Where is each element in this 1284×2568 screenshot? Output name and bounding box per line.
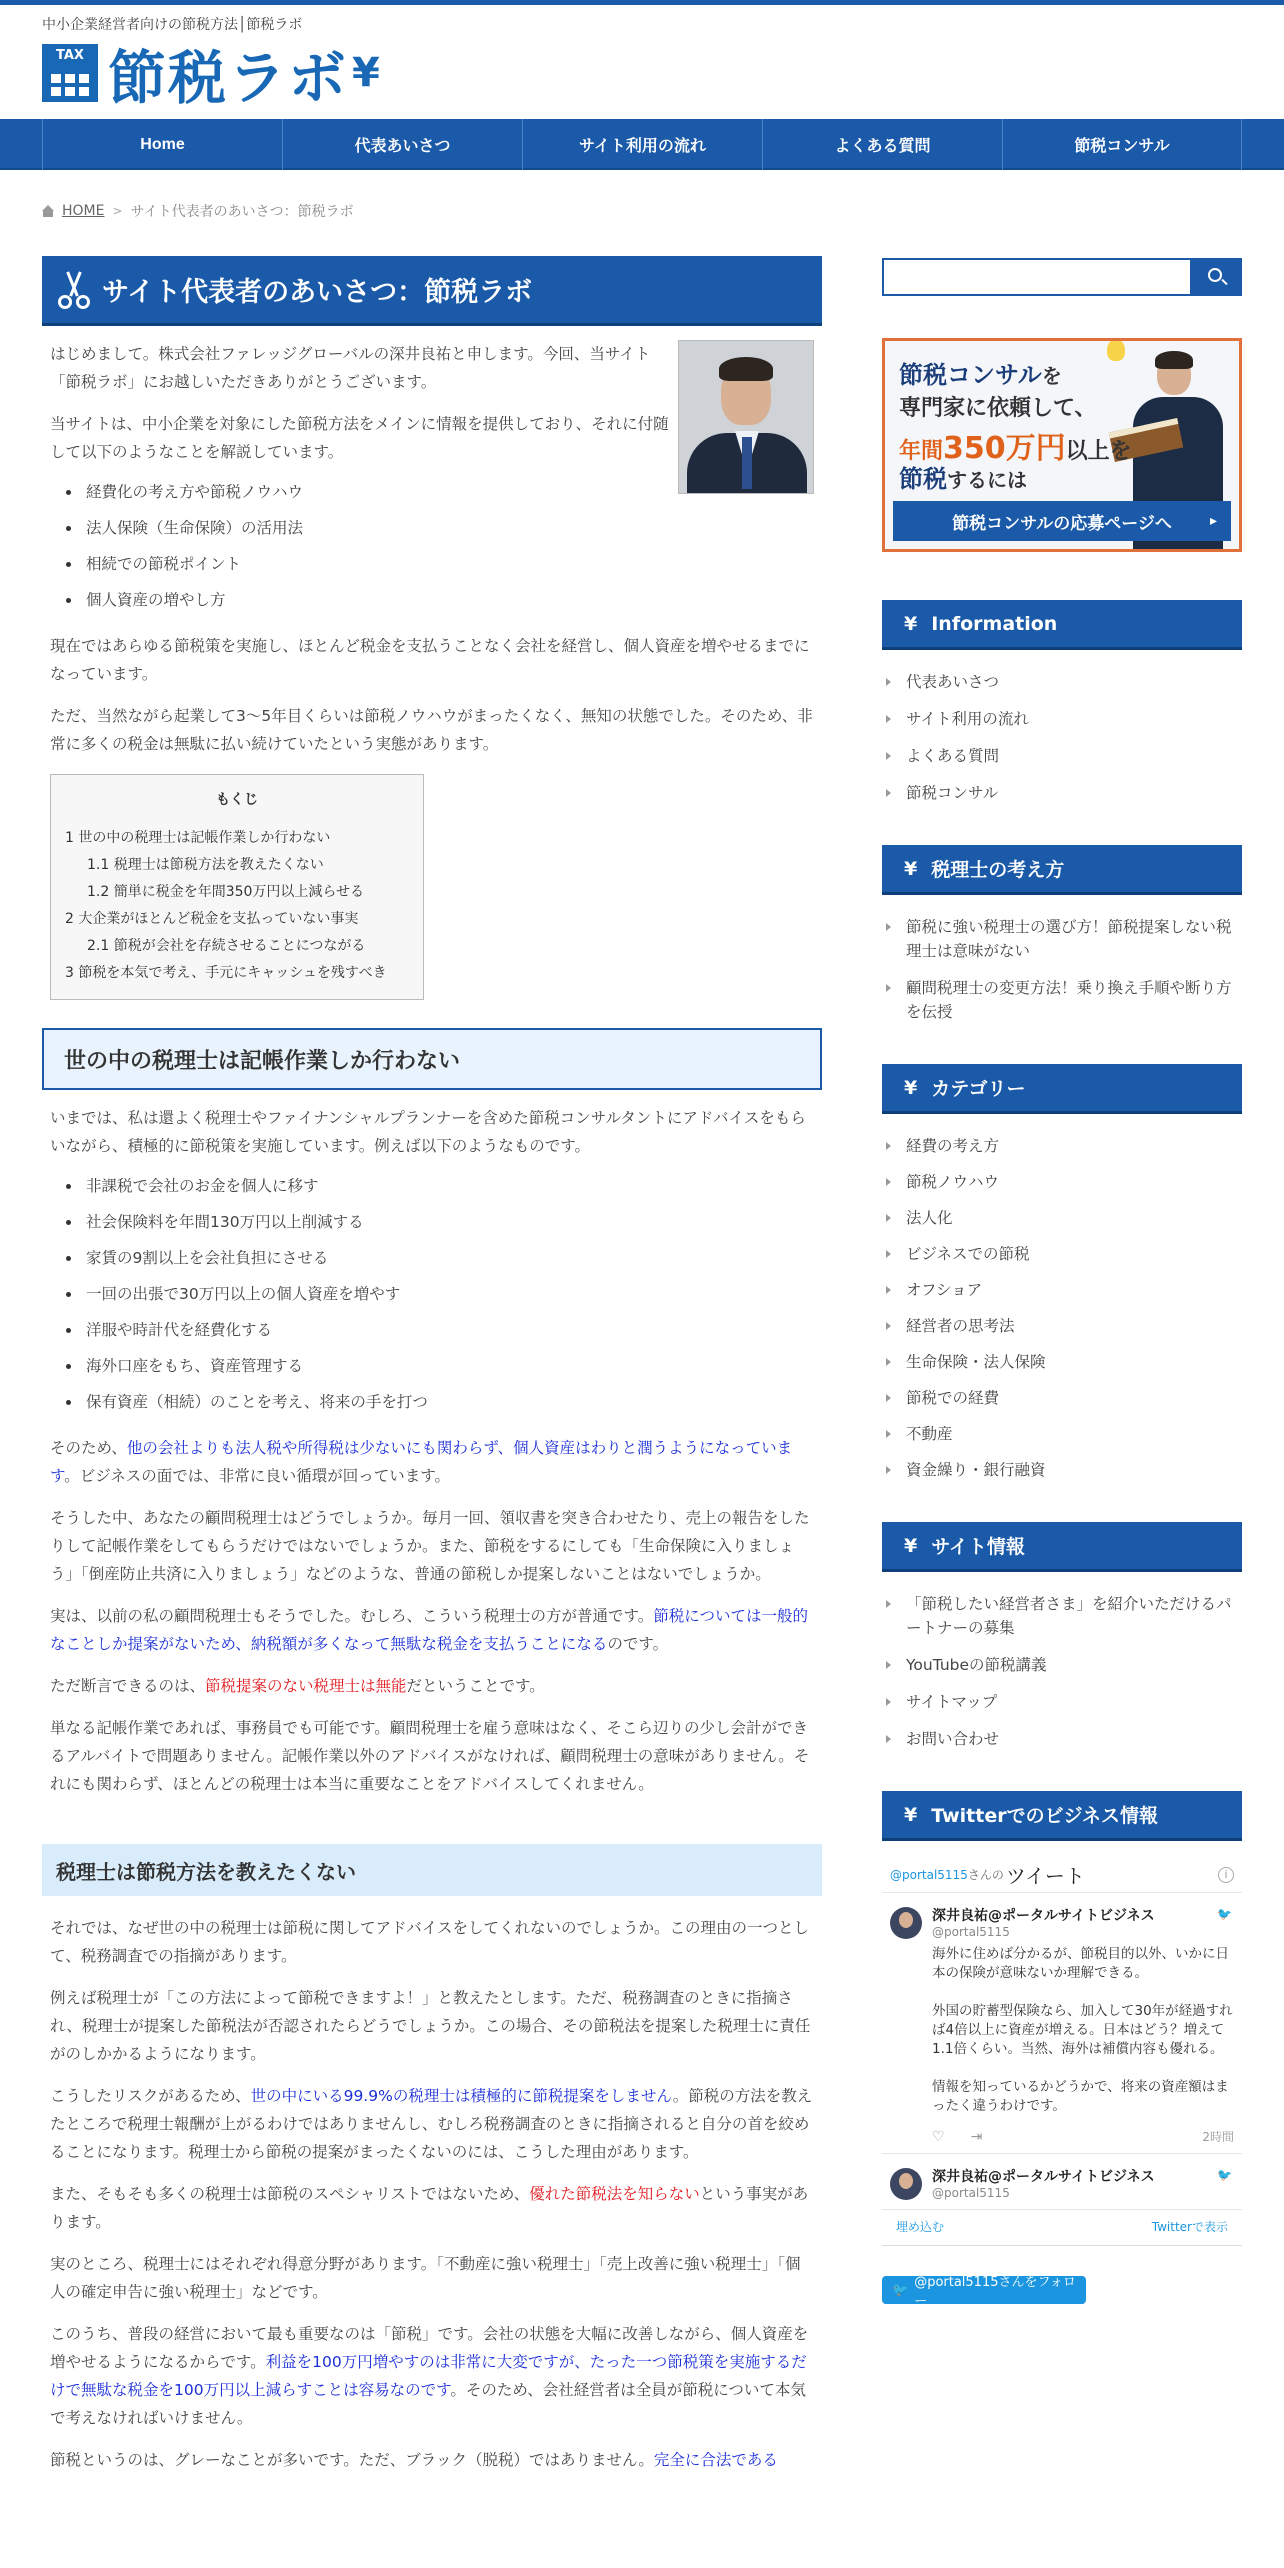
list-item: • 家賃の9割以上を会社負担にさせる [82, 1240, 822, 1276]
paragraph: このうち、普段の経営において最も重要なのは「節税」です。会社の状態を大幅に改善しながら、個人資産を増やせるようになるからです。利益を100万円増やすのは非常に大変ですが、たった一つ節税策を実施するだけで無駄な税金を100万円以上減らすことは容易なのです。そのため、会社経営者は全員が節税について本気で考えなければいけません。 [50, 2325, 809, 2427]
nav-site-flow[interactable]: サイト利用の流れ [522, 119, 762, 170]
intro-paragraph-1: はじめまして。株式会社ファレッジグローバルの深井良祐と申します。今回、当サイト「節税ラボ」にお越しいただきありがとうございます。 [50, 345, 651, 391]
intro-section [42, 340, 822, 618]
banner-line-1: 節税コンサルを [899, 361, 1062, 389]
paragraph: また、そもそも多くの税理士は節税のスペシャリストではないため、優れた節税法を知らないという事実があります。 [50, 2185, 809, 2231]
tax-advisor-list [882, 915, 1242, 1024]
timeline-label: ツイート [1005, 1864, 1085, 1888]
information-list [882, 670, 1242, 805]
share-icon[interactable]: ⇥ [970, 2128, 983, 2145]
paragraph: そうした中、あなたの顧問税理士はどうでしょうか。毎月一回、領収書を突き合わせたり、売上の報告をしたりして記帳作業をしてもらうだけではないでしょうか。また、節税をするにしても「生命保険に入りましょう」「倒産防止共済に入りましょう」などのような、普通の節税しか提案しないことはないでしょうか。 [50, 1509, 810, 1583]
heart-icon[interactable]: ♡ [932, 2128, 945, 2145]
yen-icon: ¥ [904, 857, 918, 880]
section-heading: 世の中の税理士は記帳作業しか行わない [42, 1028, 822, 1090]
building-icon [42, 44, 98, 102]
widget-title-information: ¥ Information [882, 600, 1242, 650]
search-icon [1208, 268, 1222, 282]
twitter-bird-icon: 🐦 [892, 2282, 909, 2298]
logo-text: 節税ラボ [108, 44, 349, 112]
toc-link[interactable]: 2 大企業がほとんど税金を支払っていない事実 [65, 911, 359, 927]
paragraph: そのため、他の会社よりも法人税や所得税は少ないにも関わらず、個人資産はわりと潤うようになっています。ビジネスの面では、非常に良い循環が回っています。 [50, 1439, 793, 1485]
sidebar [882, 258, 1242, 2309]
category-list [882, 1134, 1242, 1482]
info-icon[interactable]: i [1218, 1867, 1234, 1883]
yen-icon: ¥ [904, 612, 918, 635]
paragraph: 現在ではあらゆる節税策を実施し、ほとんど税金を支払うことなく会社を経営し、個人資産を増やせるまでになっています。 [50, 637, 810, 683]
list-item: • 法人保険（生命保険）の活用法 [82, 510, 822, 546]
twitter-bird-icon: 🐦 [1217, 1907, 1232, 1921]
toc-link[interactable]: 1.2 簡単に税金を年間350万円以上減らせる [87, 884, 365, 900]
banner-line-2: 専門家に依頼して、 [899, 396, 1097, 421]
site-logo[interactable] [42, 38, 380, 112]
emphasis-text: 節税提案のない税理士は無能 [205, 1677, 407, 1695]
widget-title-site-info: ¥ サイト情報 [882, 1522, 1242, 1572]
subsection-heading: 税理士は節税方法を教えたくない [42, 1844, 822, 1896]
sidebar-link[interactable]: お問い合わせ [882, 1727, 1242, 1751]
table-of-contents [50, 774, 424, 1000]
sidebar-link[interactable]: 経費の考え方 [882, 1134, 1242, 1158]
nav-home[interactable]: Home [42, 119, 282, 170]
banner-line-4: 節税するには [899, 465, 1027, 493]
breadcrumb-home-link[interactable]: HOME [62, 203, 105, 219]
tweet-author-handle[interactable]: @portal5115 [932, 2186, 1010, 2200]
consulting-banner[interactable] [882, 338, 1242, 552]
toc-link[interactable]: 3 節税を本気で考え、手元にキャッシュを残すべき [65, 965, 387, 981]
paragraph: ただ、当然ながら起業して3～5年目くらいは節税ノウハウがまったくなく、無知の状態でした。そのため、非常に多くの税金は無駄に払い続けていたという実態があります。 [50, 707, 813, 753]
breadcrumb-current: サイト代表者のあいさつ：節税ラボ [130, 204, 354, 220]
page-title [42, 256, 822, 326]
sidebar-link[interactable]: 節税ノウハウ [882, 1170, 1242, 1194]
tweet-author-name[interactable]: 深井良祐@ポータルサイトビジネス [932, 1908, 1155, 1924]
list-item: • 洋服や時計代を経費化する [82, 1312, 822, 1348]
tweet[interactable] [882, 2154, 1242, 2210]
view-on-twitter-link[interactable]: Twitterで表示 [1151, 2220, 1228, 2234]
avatar[interactable] [890, 1907, 922, 1939]
list-item: • 個人資産の増やし方 [82, 582, 822, 618]
twitter-timeline [882, 1863, 1242, 2246]
sidebar-link[interactable]: 節税での経費 [882, 1386, 1242, 1410]
timeline-handle[interactable]: @portal5115 [890, 1867, 968, 1882]
yen-icon: ¥ [904, 1076, 918, 1099]
search-button[interactable] [1190, 258, 1242, 296]
nav-faq[interactable]: よくある質問 [762, 119, 1002, 170]
timeline-footer [882, 2210, 1242, 2235]
topic-list [82, 474, 822, 618]
list-item: • 非課税で会社のお金を個人に移す [82, 1168, 822, 1204]
widget-title-twitter: ¥ Twitterでのビジネス情報 [882, 1791, 1242, 1841]
header-top-stripe [0, 0, 1284, 5]
paragraph: 実は、以前の私の顧問税理士もそうでした。むしろ、こういう税理士の方が普通です。節税については一般的なことしか提案がないため、納税額が多くなって無駄な税金を支払うことになるのです。 [50, 1607, 808, 1653]
paragraph: それでは、なぜ世の中の税理士は節税に関してアドバイスをしてくれないのでしょうか。この理由の一つとして、税務調査での指摘があります。 [50, 1919, 810, 1965]
yen-icon: ¥ [904, 1534, 918, 1557]
sidebar-link[interactable]: YouTubeの節税講義 [882, 1653, 1242, 1677]
sidebar-link[interactable]: ビジネスでの節税 [882, 1242, 1242, 1266]
sidebar-link[interactable]: サイト利用の流れ [882, 707, 1242, 731]
toc-link[interactable]: 1 世の中の税理士は記帳作業しか行わない [65, 830, 331, 846]
scissors-icon [56, 271, 92, 309]
emphasis-text: 優れた節税法を知らない [529, 2185, 700, 2203]
sidebar-link[interactable]: 資金繰り・銀行融資 [882, 1458, 1242, 1482]
toc-link[interactable]: 2.1 節税が会社を存続させることにつながる [87, 938, 366, 954]
sidebar-link[interactable]: 生命保険・法人保険 [882, 1350, 1242, 1374]
highlight-text: 世の中にいる99.9%の税理士は積極的に節税提案をしません [250, 2087, 673, 2105]
toc-link[interactable]: 1.1 税理士は節税方法を教えたくない [87, 857, 324, 873]
tweet-actions [932, 2128, 1234, 2145]
list-item: • 社会保険料を年間130万円以上削減する [82, 1204, 822, 1240]
widget-title-tax-advisor: ¥ 税理士の考え方 [882, 845, 1242, 895]
paragraph: 例えば税理士が「この方法によって節税できますよ！」と教えたとします。ただ、税務調査のときに指摘され、税理士が提案した節税法が否認されたらどうでしょうか。この場合、その節税法を提案した税理士に責任がのしかかるようになります。 [50, 1989, 811, 2063]
list-item: • 経費化の考え方や節税ノウハウ [82, 474, 822, 510]
sidebar-link[interactable]: よくある質問 [882, 744, 1242, 768]
paragraph: いまでは、私は還よく税理士やファイナンシャルプランナーを含めた節税コンサルタントにアドバイスをもらいながら、積極的に節税策を実施しています。例えば以下のようなものです。 [50, 1109, 806, 1155]
sidebar-link[interactable]: 節税コンサル [882, 781, 1242, 805]
sidebar-link[interactable]: サイトマップ [882, 1690, 1242, 1714]
site-tagline: 中小企業経営者向けの節税方法│節税ラボ [42, 17, 303, 33]
tweet-author-name[interactable]: 深井良祐@ポータルサイトビジネス [932, 2169, 1155, 2185]
sidebar-link[interactable]: 「節税したい経営者さま」を紹介いただけるパートナーの募集 [882, 1592, 1242, 1640]
toc-title: もくじ [216, 792, 258, 808]
sidebar-link[interactable]: オフショア [882, 1278, 1242, 1302]
sidebar-link[interactable]: 法人化 [882, 1206, 1242, 1230]
list-item: • 相続での節税ポイント [82, 546, 822, 582]
list-item: • 一回の出張で30万円以上の個人資産を増やす [82, 1276, 822, 1312]
twitter-bird-icon: 🐦 [1217, 2168, 1232, 2182]
sidebar-link[interactable]: 不動産 [882, 1422, 1242, 1446]
highlight-text: 節税については一般的なことしか提案がないため、納税額が多くなって無駄な税金を支払うことになる [50, 1607, 808, 1653]
site-info-list [882, 1592, 1242, 1751]
paragraph: 単なる記帳作業であれば、事務員でも可能です。顧問税理士を雇う意味はなく、そこら辺りの少し会計ができるアルバイトで問題ありません。記帳作業以外のアドバイスがなければ、顧問税理士の意味がありません。それにも関わらず、ほとんどの税理士は本当に重要なことをアドバイスしてくれません。 [50, 1719, 810, 1793]
list-item: • 保有資産（相続）のことを考え、将来の手を打つ [82, 1384, 822, 1420]
highlight-text: 完全に合法である [653, 2451, 778, 2469]
paragraph: こうしたリスクがあるため、世の中にいる99.9%の税理士は積極的に節税提案をしません。節税の方法を教えたところで税理士報酬が上がるわけではありませんし、むしろ税務調査のときに指摘されると自分の首を絞めることになります。税理士から節税の提案がまったくないのには、こうした理由があります。 [50, 2087, 813, 2161]
sidebar-link[interactable]: 節税に強い税理士の選び方！節税提案しない税理士は意味がない [882, 915, 1242, 963]
paragraph: ただ断言できるのは、節税提案のない税理士は無能だということです。 [50, 1677, 545, 1695]
page-title-text: サイト代表者のあいさつ：節税ラボ [102, 277, 533, 308]
measure-list [82, 1168, 822, 1420]
avatar[interactable] [890, 2168, 922, 2200]
paragraph: 実のところ、税理士にはそれぞれ得意分野があります。「不動産に強い税理士」「売上改善に強い税理士」「個人の確定申告に強い税理士」などです。 [50, 2255, 801, 2301]
tweet[interactable] [882, 1893, 1242, 2154]
logo-badge-text: TAX [56, 48, 84, 63]
global-nav [0, 119, 1284, 170]
sidebar-link[interactable]: 経営者の思考法 [882, 1314, 1242, 1338]
tweet-text: 海外に住めば分かるが、節税目的以外、いかに日本の保険が意味ないか理解できる。 外国の貯蓄型保険なら、加入して30年が経過すれば4倍以上に資産が増える。日本はどう？増えて1.1倍くらい。当然、海外は補償内容も優れる。 情報を知っているかどうかで、将来の資産額はまったく違うわけです。 [932, 1946, 1233, 2114]
banner-line-3: 年間350万円以上を [899, 431, 1132, 466]
search-input[interactable] [882, 258, 1190, 296]
consulting-apply-button[interactable]: 節税コンサルの応募ページへ ▸ [893, 501, 1231, 541]
paragraph: 節税というのは、グレーなことが多いです。ただ、ブラック（脱税）ではありません。完全に合法である [50, 2451, 778, 2469]
breadcrumb [42, 201, 354, 221]
tweet-timestamp[interactable]: 2時間 [1202, 2130, 1234, 2144]
breadcrumb-separator: > [112, 204, 123, 218]
home-icon [42, 205, 54, 217]
main-content [42, 256, 822, 2474]
yen-icon: ¥ [904, 1803, 918, 1826]
highlight-text: 利益を100万円増やすのは非常に大変ですが、たった一つ節税策を実施するだけで無駄な税金を100万円以上減らすことは容易なのです [50, 2353, 807, 2399]
author-photo [678, 340, 814, 494]
embed-link[interactable]: 埋め込む [896, 2220, 945, 2234]
nav-greeting[interactable]: 代表あいさつ [282, 119, 522, 170]
list-item: • 海外口座をもち、資産管理する [82, 1348, 822, 1384]
timeline-header: @portal5115 さんの ツイート i [882, 1863, 1242, 1893]
nav-consulting[interactable]: 節税コンサル [1002, 119, 1242, 170]
intro-paragraph-2: 当サイトは、中小企業を対象にした節税方法をメインに情報を提供しており、それに付随して以下のようなことを解説しています。 [50, 415, 669, 461]
highlight-text: 他の会社よりも法人税や所得税は少ないにも関わらず、個人資産はわりと潤うようになっています [50, 1439, 793, 1485]
search-form [882, 258, 1242, 296]
yen-scissors-icon: ¥ [352, 50, 380, 96]
follow-button[interactable]: 🐦 @portal5115さんをフォロー [882, 2276, 1086, 2304]
sidebar-link[interactable]: 顧問税理士の変更方法！乗り換え手順や断り方を伝授 [882, 976, 1242, 1024]
tweet-author-handle[interactable]: @portal5115 [932, 1925, 1010, 1939]
sidebar-link[interactable]: 代表あいさつ [882, 670, 1242, 694]
widget-title-category: ¥ カテゴリー [882, 1064, 1242, 1114]
